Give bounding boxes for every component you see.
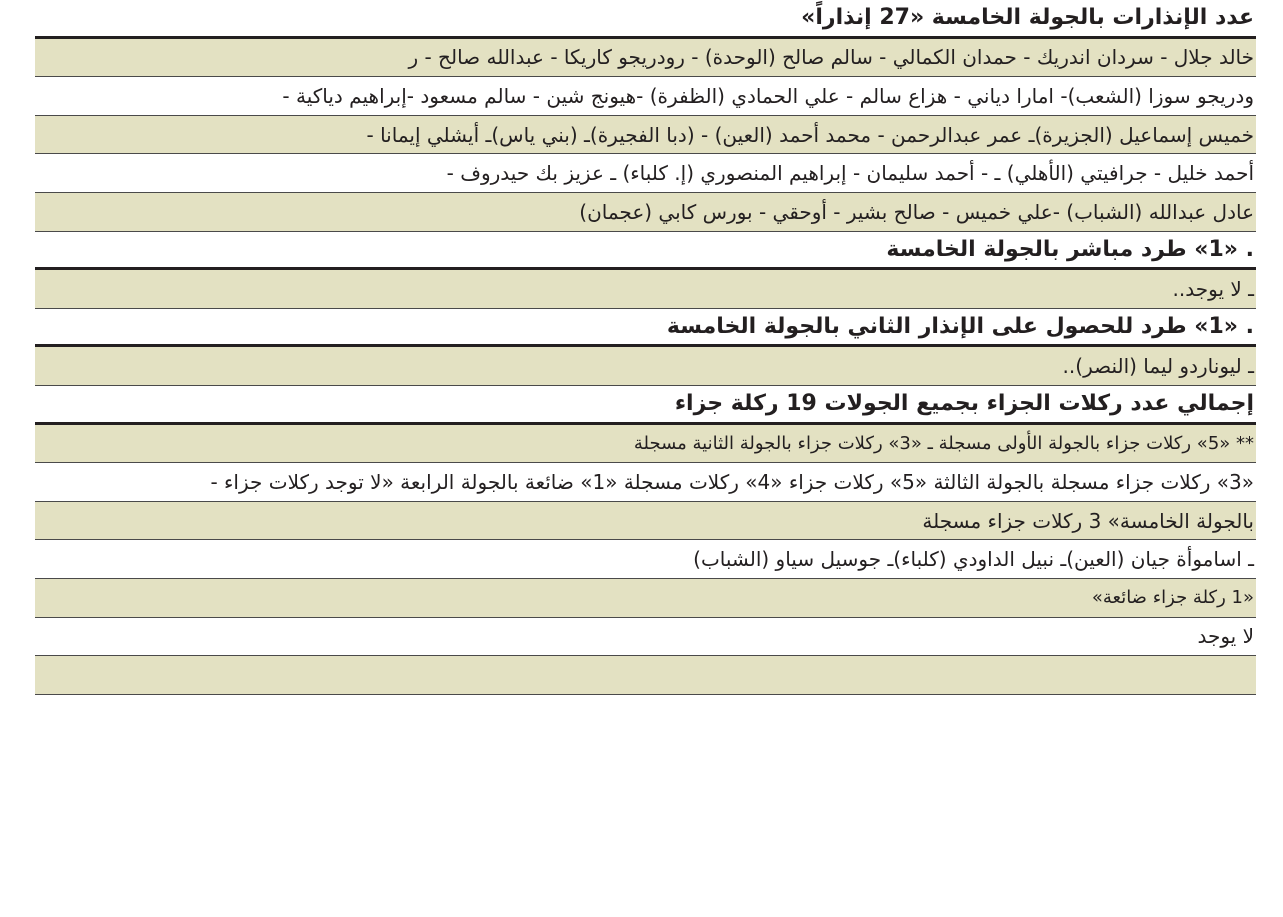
row-cautions-list-3 <box>35 116 1256 155</box>
row-cautions-list-5 <box>35 193 1256 232</box>
row-text: ـ اساموأة جيان (العين)ـ نبيل الداودي (كلباء)ـ جوسيل سياو (الشباب) <box>693 547 1254 572</box>
row-text: . «1» طرد للحصول على الإنذار الثاني بالجولة الخامسة <box>666 314 1254 340</box>
row-text: إجمالي عدد ركلات الجزاء بجميع الجولات 19 ركلة جزاء <box>674 391 1254 417</box>
row-second-yellow-heading <box>35 309 1256 348</box>
row-text: ـ لا يوجد.. <box>1172 276 1254 301</box>
row-penalties-rounds-3-4 <box>35 463 1256 502</box>
row-text: . «1» طرد مباشر بالجولة الخامسة <box>886 236 1254 262</box>
row-penalty-scorers <box>35 540 1256 579</box>
row-cautions-list-4 <box>35 154 1256 193</box>
row-text: ** «5» ركلات جزاء بالجولة الأولى مسجلة ـ «3» ركلات جزاء بالجولة الثانية مسجلة <box>633 432 1254 454</box>
row-direct-red-value <box>35 270 1256 309</box>
row-empty <box>35 656 1256 695</box>
row-penalties-rounds-1-2 <box>35 425 1256 464</box>
row-missed-penalty-value <box>35 618 1256 657</box>
row-text: «1 ركلة جزاء ضائعة» <box>1091 587 1254 609</box>
row-text: عدد الإنذارات بالجولة الخامسة «27 إنذاراً» <box>801 5 1254 31</box>
row-text: بالجولة الخامسة» 3 ركلات جزاء مسجلة <box>922 508 1254 533</box>
row-text: عادل عبدالله (الشباب) -علي خميس - صالح بشير - أوحقي - بورس كابي (عجمان) <box>579 199 1254 224</box>
row-text: أحمد خليل - جرافيتي (الأهلي) ـ - أحمد سليمان - إبراهيم المنصوري (إ. كلباء) ـ عزيز بك حيدروف - <box>446 161 1254 186</box>
row-cautions-list-1 <box>35 39 1256 78</box>
row-text: خميس إسماعيل (الجزيرة)ـ عمر عبدالرحمن - محمد أحمد (العين) - (دبا الفجيرة)ـ (بني ياس)ـ أيشلي إيمانا - <box>366 122 1254 147</box>
row-cautions-list-2 <box>35 77 1256 116</box>
row-missed-penalty-heading <box>35 579 1256 618</box>
row-penalties-round-5 <box>35 502 1256 541</box>
row-direct-red-heading <box>35 232 1256 271</box>
row-cautions-heading <box>35 0 1256 39</box>
row-text: ـ ليوناردو ليما (النصر).. <box>1062 354 1254 379</box>
row-text: ودريجو سوزا (الشعب)- امارا دياني - هزاع سالم - علي الحمادي (الظفرة) -هيونج شين - سالم مسعود -إبراهيم دياكية - <box>282 83 1254 108</box>
row-second-yellow-value <box>35 347 1256 386</box>
row-penalties-heading <box>35 386 1256 425</box>
stats-table <box>35 0 1256 917</box>
row-text: خالد جلال - سردان اندريك - حمدان الكمالي - سالم صالح (الوحدة) - رودريجو كاريكا - عبدالله صالح - ر <box>408 45 1254 70</box>
row-text: لا يوجد <box>1197 624 1254 649</box>
row-text: «3» ركلات جزاء مسجلة بالجولة الثالثة «5» ركلات جزاء «4» ركلات مسجلة «1» ضائعة بالجولة الرابعة «لا توجد ركلات جزاء - <box>210 469 1254 494</box>
